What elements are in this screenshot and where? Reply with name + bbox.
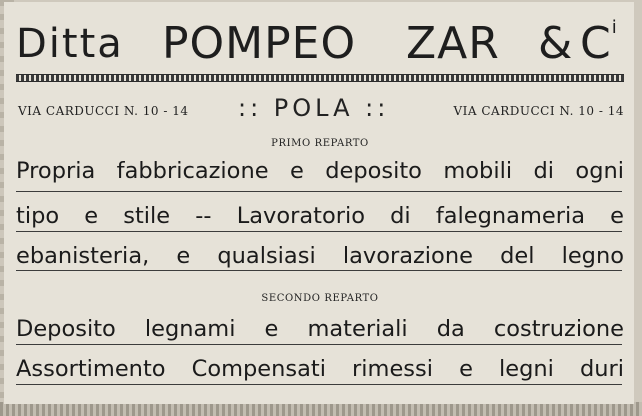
title-ampersand: & — [538, 18, 574, 69]
underline — [16, 270, 622, 271]
body-line: Assortimento Compensati rimessi e legni duri — [16, 356, 624, 382]
adjacent-text-bleed — [0, 402, 642, 416]
title-c: C — [580, 18, 612, 69]
address-right: VIA CARDUCCI N. 10 - 14 — [453, 104, 624, 118]
underline — [16, 344, 622, 345]
section-heading-secondo: SECONDO REPARTO — [261, 293, 379, 304]
decorative-rule — [16, 74, 624, 82]
title-ditta: Ditta — [16, 21, 124, 67]
title-c-superscript: i — [611, 17, 618, 38]
city-name: :: POLA :: — [238, 94, 390, 122]
advertisement — [4, 2, 634, 404]
section-heading-primo: PRIMO REPARTO — [271, 138, 369, 149]
title-pompeo: POMPEO — [162, 18, 357, 69]
underline — [16, 231, 622, 232]
address-row — [16, 94, 624, 124]
address-left: VIA CARDUCCI N. 10 - 14 — [18, 104, 189, 118]
body-line: Deposito legnami e materiali da costruzione — [16, 316, 624, 342]
body-line: Propria fabbricazione e deposito mobili di ogni — [16, 158, 624, 184]
body-line: ebanisteria, e qualsiasi lavorazione del legno — [16, 243, 624, 269]
body-line: tipo e stile -- Lavoratorio di falegnameria e — [16, 203, 624, 229]
company-title — [14, 18, 624, 72]
title-ci — [580, 18, 618, 70]
underline — [16, 191, 622, 192]
title-zar: ZAR — [406, 18, 500, 69]
underline — [16, 384, 622, 385]
